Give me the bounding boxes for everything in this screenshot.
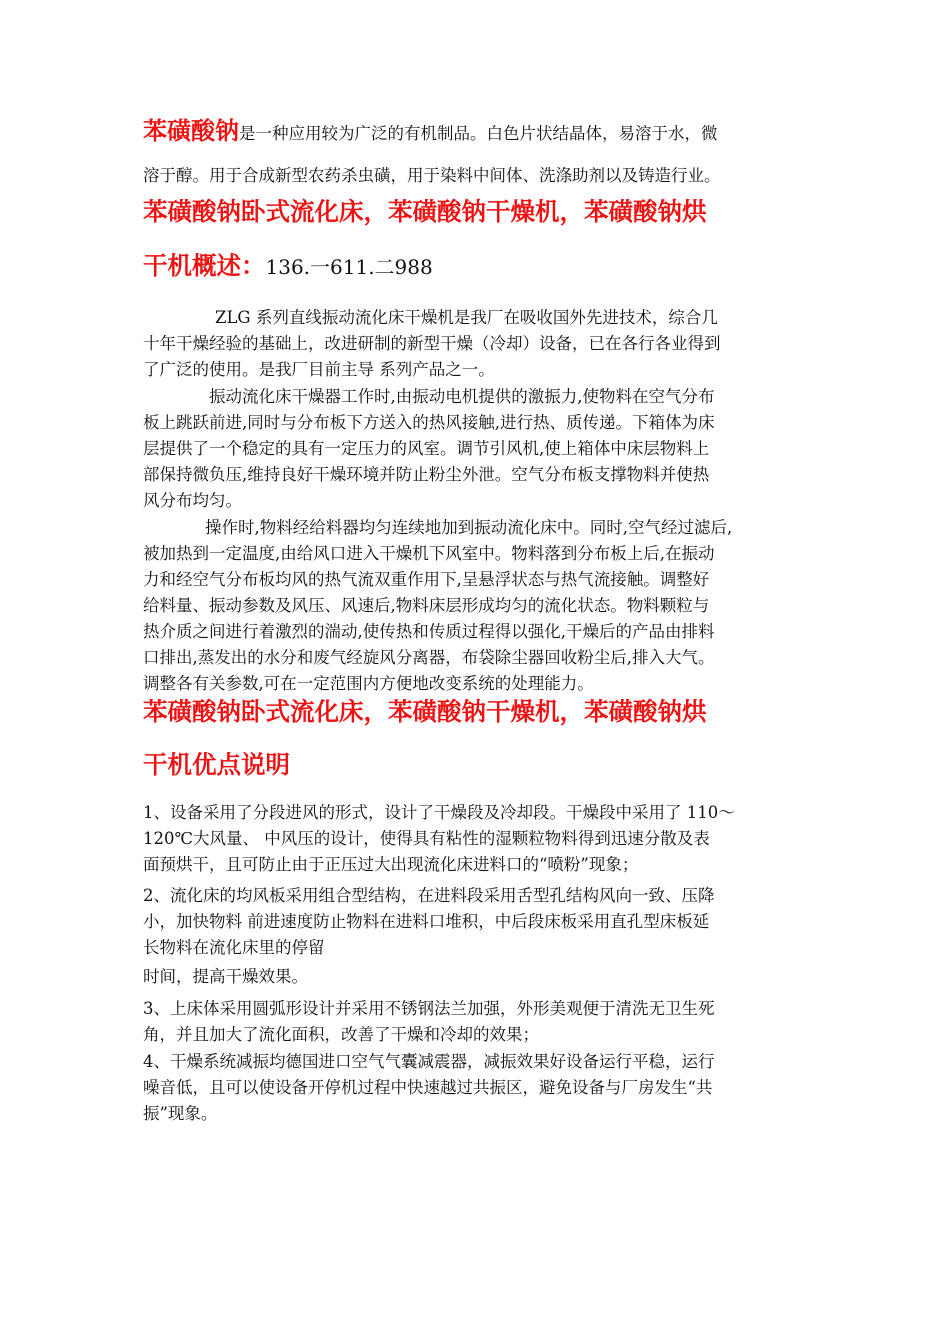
intro-line-2: 溶于醇。用于合成新型农药杀虫磺，用于染料中间体、洗涤助剂以及铸造行业。 bbox=[143, 166, 721, 185]
intro-paragraph bbox=[143, 118, 808, 189]
text-line: 1、设备采用了分段进风的形式，设计了干燥段及冷却段。干燥段中采用了 110～ bbox=[143, 803, 735, 822]
text-line: 4、干燥系统减振均德国进口空气气囊减震器，减振效果好设备运行平稳，运行 bbox=[143, 1052, 715, 1071]
text-line: 长物料在流化床里的停留 bbox=[143, 938, 325, 957]
text-line: 时间，提高干燥效果。 bbox=[143, 967, 308, 986]
overview-heading-text: 干机概述： bbox=[143, 251, 266, 280]
text-line: 口排出,蒸发出的水分和废气经旋风分离器，布袋除尘器回收粉尘后,排入大气。 bbox=[143, 648, 715, 667]
overview-heading-line-2 bbox=[143, 252, 808, 281]
text-line: 振动流化床干燥器工作时,由振动电机提供的激振力,使物料在空气分布 bbox=[209, 387, 715, 406]
product-name: 苯磺酸钠 bbox=[143, 117, 239, 145]
text-line: 力和经空气分布板均风的热气流双重作用下,呈悬浮状态与热气流接触。调整好 bbox=[143, 570, 710, 589]
text-line: 风分布均匀。 bbox=[143, 491, 242, 510]
paragraph-zlg-intro bbox=[143, 305, 808, 383]
text-line: 振”现象。 bbox=[143, 1104, 218, 1123]
text-line: 给料量、振动参数及风压、风速后,物料床层形成均匀的流化状态。物料颗粒与 bbox=[143, 596, 710, 615]
text-line: 120℃大风量、 中风压的设计，使得具有粘性的湿颗粒物料得到迅速分散及表 bbox=[143, 829, 710, 848]
advantages-heading bbox=[143, 698, 808, 779]
text-line: 调整各有关参数,可在一定范围内方便地改变系统的处理能力。 bbox=[143, 674, 594, 693]
text-line: 2、流化床的均风板采用组合型结构，在进料段采用舌型孔结构风向一致、压降 bbox=[143, 886, 715, 905]
advantage-item-2 bbox=[143, 883, 808, 961]
advantage-item-4 bbox=[143, 1049, 808, 1127]
text-line: 被加热到一定温度,由给风口进入干燥机下风室中。物料落到分布板上后,在振动 bbox=[143, 544, 715, 563]
text-line: 层提供了一个稳定的具有一定压力的风室。调节引风机,使上箱体中床层物料上 bbox=[143, 439, 710, 458]
advantages-heading-line-2: 干机优点说明 bbox=[143, 750, 290, 779]
text-line: 操作时,物料经给料器均匀连续地加到振动流化床中。同时,空气经过滤后, bbox=[205, 518, 733, 537]
text-line: 十年干燥经验的基础上，改进研制的新型干燥（冷却）设备，已在各行各业得到 bbox=[143, 334, 721, 353]
text-line: 3、上床体采用圆弧形设计并采用不锈钢法兰加强，外形美观便于清洗无卫生死 bbox=[143, 999, 715, 1018]
text-line: 热介质之间进行着激烈的湍动,使传热和传质过程得以强化,干燥后的产品由排料 bbox=[143, 622, 715, 641]
text-line: 面预烘干，且可防止由于正压过大出现流化床进料口的“喷粉”现象； bbox=[143, 855, 639, 874]
paragraph-operation bbox=[143, 515, 808, 697]
paragraph-working-principle bbox=[143, 384, 808, 514]
text-line: 了广泛的使用。是我厂目前主导 系列产品之一。 bbox=[143, 360, 495, 379]
text-line: 角，并且加大了流化面积，改善了干燥和冷却的效果； bbox=[143, 1025, 539, 1044]
text-line: ZLG 系列直线振动流化床干燥机是我厂在吸收国外先进技术，综合几 bbox=[215, 308, 718, 327]
overview-heading bbox=[143, 198, 808, 281]
overview-heading-line-1: 苯磺酸钠卧式流化床，苯磺酸钠干燥机，苯磺酸钠烘 bbox=[143, 197, 707, 226]
advantage-item-3 bbox=[143, 996, 808, 1048]
advantage-item-1 bbox=[143, 800, 808, 878]
text-line: 部保持微负压,维持良好干燥环境并防止粉尘外泄。空气分布板支撑物料并使热 bbox=[143, 465, 710, 484]
text-line: 板上跳跃前进,同时与分布板下方送入的热风接触,进行热、质传递。下箱体为床 bbox=[143, 413, 715, 432]
text-line: 噪音低，且可以使设备开停机过程中快速越过共振区，避免设备与厂房发生“共 bbox=[143, 1078, 713, 1097]
advantages-heading-line-1: 苯磺酸钠卧式流化床，苯磺酸钠干燥机，苯磺酸钠烘 bbox=[143, 697, 707, 726]
intro-line-1: 是一种应用较为广泛的有机制品。白色片状结晶体，易溶于水，微 bbox=[239, 124, 718, 143]
text-line: 小，加快物料 前进速度防止物料在进料口堆积，中后段床板采用直孔型床板延 bbox=[143, 912, 710, 931]
phone-number: 136.一611.二988 bbox=[265, 255, 433, 279]
advantage-item-2-continued bbox=[143, 964, 808, 990]
